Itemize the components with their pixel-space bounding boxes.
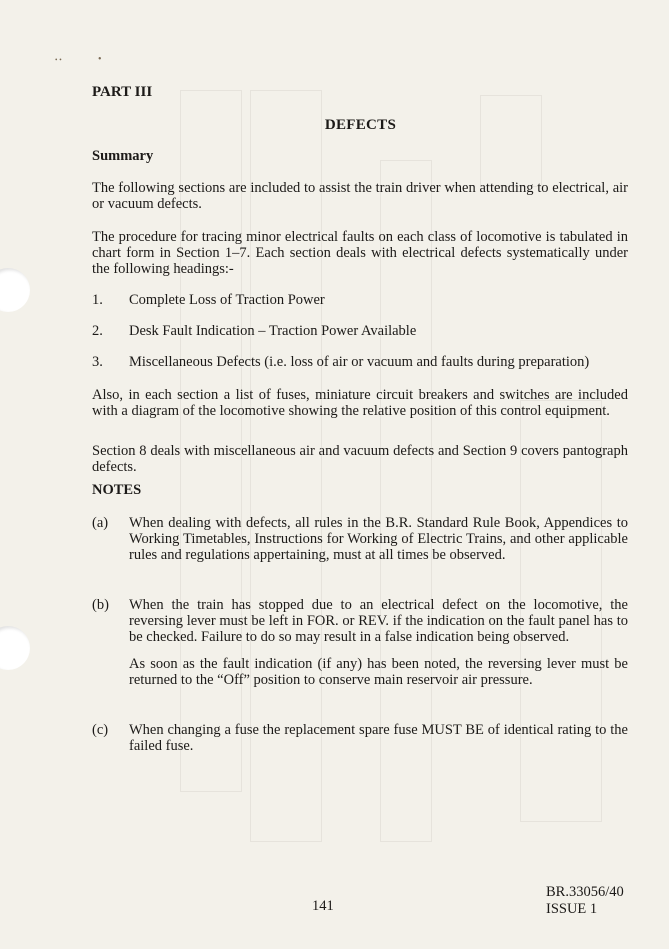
reference-code: BR.33056/40 xyxy=(546,884,624,900)
show-through-box xyxy=(480,95,542,187)
note-label: (c) xyxy=(92,722,109,738)
summary-procedure: The procedure for tracing minor electrical faults on each class of locomotive is tabulated in chart form in Section 1–7. Each section deals with electrical defects systematically under the following headings:- xyxy=(92,229,628,277)
heading-item-number: 1. xyxy=(92,292,103,308)
punch-hole xyxy=(0,626,30,670)
heading-item-number: 2. xyxy=(92,323,103,339)
note-label: (a) xyxy=(92,515,109,531)
heading-item-text: Miscellaneous Defects (i.e. loss of air or vacuum and faults during preparation) xyxy=(129,354,590,370)
ink-speck-icon: • xyxy=(98,54,102,65)
note-text-block xyxy=(129,597,628,688)
punch-hole xyxy=(0,268,30,312)
note-item-b xyxy=(92,597,628,707)
summary-heading: Summary xyxy=(92,148,154,164)
note-text: When changing a fuse the replacement spare fuse MUST BE of identical rating to the failed fuse. xyxy=(129,722,628,754)
note-text-continued: As soon as the fault indication (if any) has been noted, the reversing lever must be returned to the “Off” position to conserve main reservoir air pressure. xyxy=(129,656,628,688)
notes-heading: NOTES xyxy=(92,482,142,498)
issue-label: ISSUE 1 xyxy=(546,901,598,917)
summary-also: Also, in each section a list of fuses, miniature circuit breakers and switches are included with a diagram of the locomotive showing the relative position of this control equipment. xyxy=(92,387,628,419)
summary-intro: The following sections are included to assist the train driver when attending to electrical, air or vacuum defects. xyxy=(92,180,628,212)
heading-item-number: 3. xyxy=(92,354,103,370)
part-heading: PART III xyxy=(92,84,153,100)
heading-item-text: Desk Fault Indication – Traction Power Available xyxy=(129,323,417,339)
page-number: 141 xyxy=(312,898,334,914)
ink-speck-icon: • • xyxy=(55,56,62,64)
page-title: DEFECTS xyxy=(324,117,397,133)
note-text: When the train has stopped due to an electrical defect on the locomotive, the reversing lever must be left in FOR. or REV. if the indication on the fault panel has to be checked. Failure to do so may result in a false indication being observed. xyxy=(129,597,628,645)
note-label: (b) xyxy=(92,597,109,613)
note-text: When dealing with defects, all rules in the B.R. Standard Rule Book, Appendices to Working Timetables, Instructions for Working of Electric Trains, and other applicable rules and regulations appertaining, must at all times be observed. xyxy=(129,515,628,563)
heading-item-text: Complete Loss of Traction Power xyxy=(129,292,325,308)
document-reference xyxy=(546,884,624,918)
summary-section8: Section 8 deals with miscellaneous air and vacuum defects and Section 9 covers pantograph defects. xyxy=(92,443,628,475)
note-item-a xyxy=(92,515,628,579)
